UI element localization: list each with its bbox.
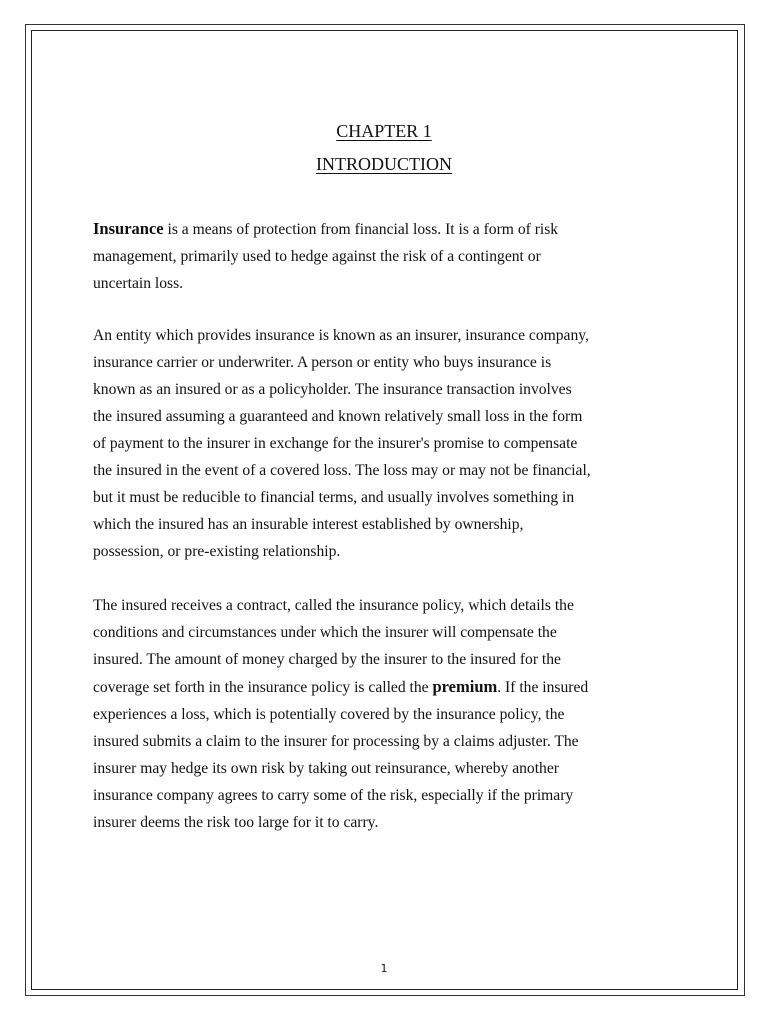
paragraph-line: An entity which provides insurance is known as an insurer, insurance company, [93, 327, 589, 344]
paragraph-line: insured submits a claim to the insurer for processing by a claims adjuster. The [93, 733, 579, 750]
chapter-title: INTRODUCTION [316, 154, 452, 174]
paragraph-insurance-definition [93, 215, 683, 297]
paragraph-line: Insurance is a means of protection from financial loss. It is a form of risk [93, 219, 559, 238]
term-premium: premium [432, 677, 498, 696]
paragraph-line: insurer deems the risk too large for it to carry. [93, 814, 379, 831]
paragraph-line: but it must be reducible to financial terms, and usually involves something in [93, 489, 575, 506]
paragraph-insurer-insured [93, 322, 683, 565]
term-insurance: Insurance [93, 219, 164, 238]
paragraph-line: known as an insured or as a policyholder. The insurance transaction involves [93, 381, 572, 398]
paragraph-line: insurance company agrees to carry some of the risk, especially if the primary [93, 787, 574, 804]
paragraph-line: the insured in the event of a covered loss. The loss may or may not be financial, [93, 462, 591, 479]
paragraph-line: insurance carrier or underwriter. A person or entity who buys insurance is [93, 354, 552, 371]
paragraph-line: which the insured has an insurable interest established by ownership, [93, 516, 524, 533]
paragraph-line: possession, or pre-existing relationship. [93, 543, 341, 560]
paragraph-insurance-policy [93, 592, 683, 836]
paragraph-line: management, primarily used to hedge against the risk of a contingent or [93, 248, 541, 265]
paragraph-line: the insured assuming a guaranteed and known relatively small loss in the form [93, 408, 583, 425]
chapter-heading: CHAPTER 1 [336, 121, 432, 141]
paragraph-line: coverage set forth in the insurance policy is called the premium. If the insured [93, 677, 589, 696]
paragraph-line: of payment to the insurer in exchange for the insurer's promise to compensate [93, 435, 578, 452]
paragraph-line: The insured receives a contract, called the insurance policy, which details the [93, 597, 574, 614]
paragraph-line: insured. The amount of money charged by the insurer to the insured for the [93, 651, 561, 668]
page-number: 1 [380, 962, 388, 975]
paragraph-line: experiences a loss, which is potentially covered by the insurance policy, the [93, 706, 565, 723]
paragraph-line: insurer may hedge its own risk by taking out reinsurance, whereby another [93, 760, 559, 777]
paragraph-line: conditions and circumstances under which the insurer will compensate the [93, 624, 557, 641]
paragraph-line: uncertain loss. [93, 275, 184, 292]
